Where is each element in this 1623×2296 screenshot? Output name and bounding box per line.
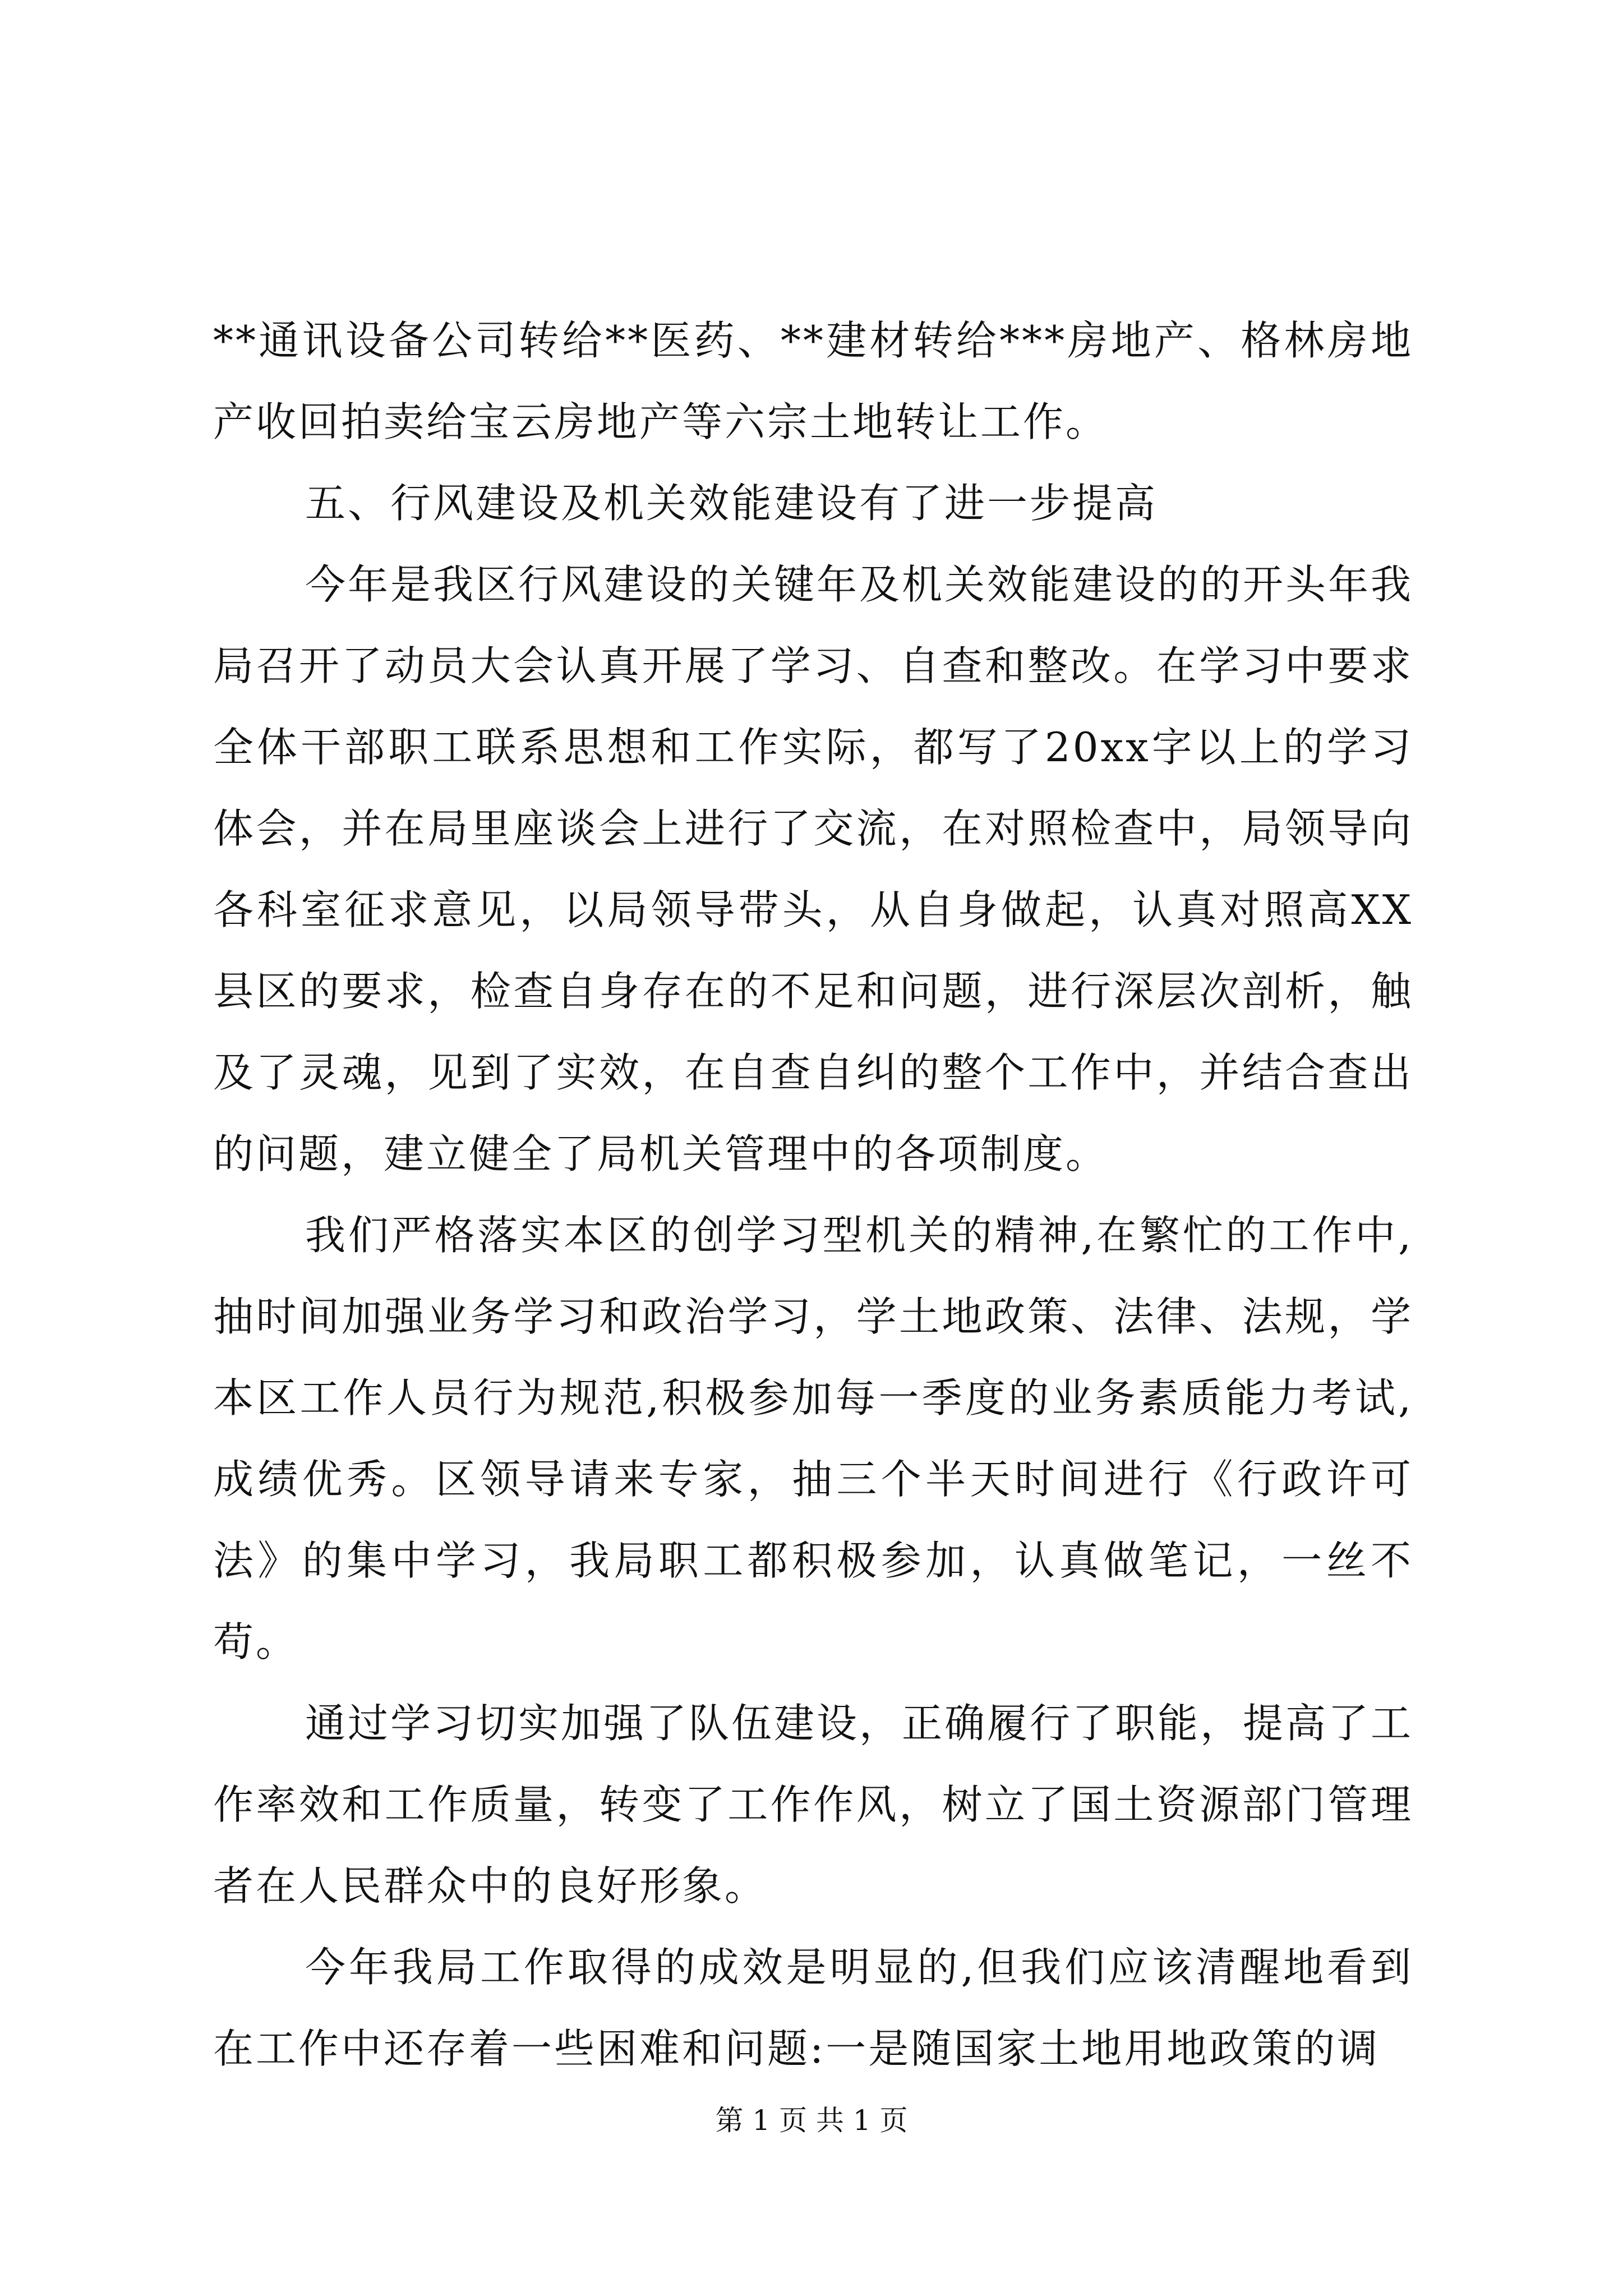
paragraph-4: 我们严格落实本区的创学习型机关的精神,在繁忙的工作中,抽时间加强业务学习和政治学习，学土地政策、法律、法规，学本区工作人员行为规范,积极参加每一季度的业务素质能力考试,成绩优秀。区领导请来专家，抽三个半天时间进行《行政许可法》的集中学习，我局职工都积极参加，认真做笔记，一丝不苟。 [213,1212,1413,1665]
page-footer: 第 1 页 共 1 页 [715,2104,908,2137]
section-heading-5: 五、行风建设及机关效能建设有了进一步提高 [305,480,1158,527]
document-body [213,300,1413,2090]
paragraph-1: **通讯设备公司转给**医药、**建材转给***房地产、格林房地产收回拍卖给宝云房地产等六宗土地转让工作。 [213,317,1413,445]
paragraph-6: 今年我局工作取得的成效是明显的,但我们应该清醒地看到在工作中还存着一些困难和问题:一是随国家土地用地政策的调 [213,1944,1413,2072]
paragraph-5: 通过学习切实加强了队伍建设，正确履行了职能，提高了工作率效和工作质量，转变了工作作风，树立了国土资源部门管理者在人民群众中的良好形象。 [213,1700,1414,1910]
paragraph-3: 今年是我区行风建设的关键年及机关效能建设的的开头年我局召开了动员大会认真开展了学习、自查和整改。在学习中要求全体干部职工联系思想和工作实际，都写了20xx字以上的学习体会，并在局里座谈会上进行了交流，在对照检查中，局领导向各科室征求意见，以局领导带头，从自身做起，认真对照高XX县区的要求，检查自身存在的不足和问题，进行深层次剖析，触及了灵魂，见到了实效，在自查自纠的整个工作中，并结合查出的问题，建立健全了局机关管理中的各项制度。 [213,561,1414,1177]
